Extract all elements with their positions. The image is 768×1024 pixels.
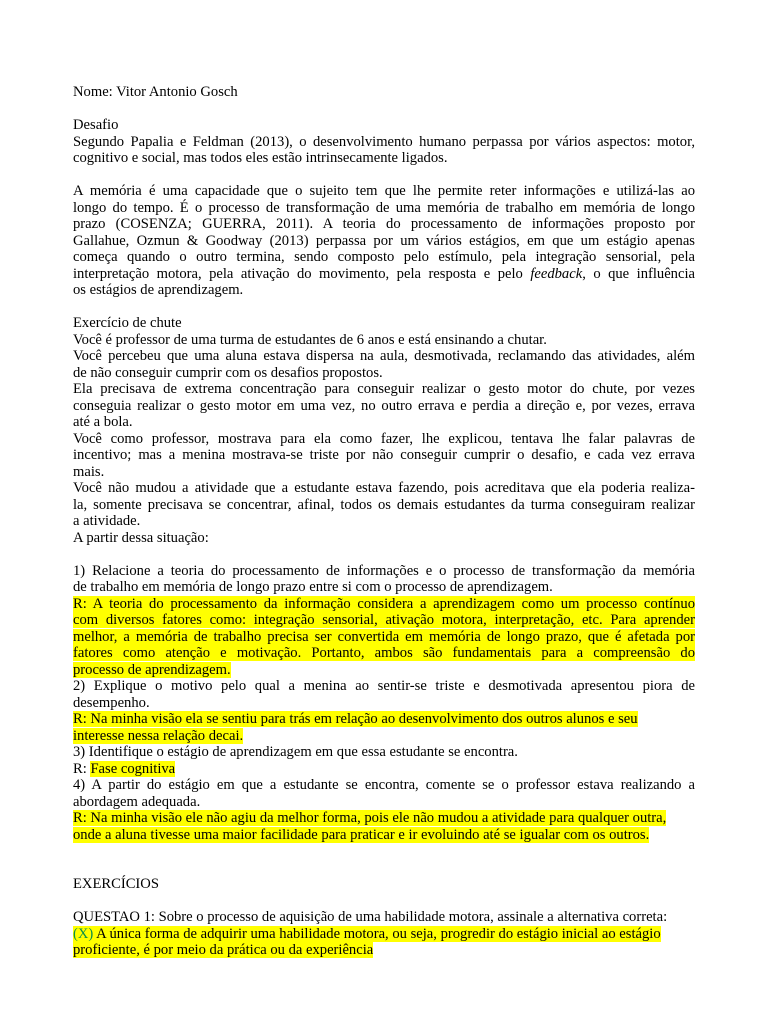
scenario-line: Você percebeu que uma aluna estava dispersa na aula, desmotivada, reclamando das atividades, além [73,348,695,364]
paragraph-line: os estágios de aprendizagem. [73,282,244,298]
answer-2-text: R: Na minha visão ela se sentiu para trás em relação ao desenvolvimento dos outros alunos e seu [73,711,638,727]
paragraph-line: longo do tempo. É o processo de transformação de uma memória de trabalho em memória de longo [73,199,695,216]
paragraph-line: começa quando o outro termina, sendo composto pelo estímulo, pela integração sensorial, pela [73,249,695,265]
exercise-answer [73,926,695,943]
author-name: Nome: Vitor Antonio Gosch [73,84,238,100]
scenario-line: Você como professor, mostrava para ela como fazer, lhe explicou, tentava lhe falar palavras de [73,430,695,447]
scenario-line: Ela precisava de extrema concentração para conseguir realizar o gesto motor do chute, por vezes [73,381,695,397]
section-title-exercicios: EXERCÍCIOS [73,876,159,892]
exercise-answer [73,942,695,959]
selected-mark: (X) [73,925,94,942]
answer-4 [73,827,695,844]
paragraph-line: A memória é uma capacidade que o sujeito tem que lhe permite reter informações e utilizá-las ao [73,183,695,199]
question-4: 4) A partir do estágio em que a estudante se encontra, comente se o professor estava realizando a [73,777,695,793]
scenario-line: a atividade. [73,513,141,529]
answer-1 [73,629,695,646]
answer-1-text: processo de aprendizagem. [73,661,231,678]
paragraph-line: Segundo Papalia e Feldman (2013), o desenvolvimento humano perpassa por vários aspectos: motor, [73,133,695,150]
italic-term: feedback [530,265,583,282]
answer-1-text: fatores como atenção e motivação. Portanto, ambos são fundamentais para a compreensão do [73,645,695,661]
answer-4-text: R: Na minha visão ele não agiu da melhor forma, pois ele não mudou a atividade para qualquer outra, [73,810,667,826]
scenario-line: incentivo; mas a menina mostrava-se triste por não conseguir cumprir o desafio, e cada vez errava [73,447,695,463]
paragraph-line: Gallahue, Ozmun & Goodway (2013) perpassa por um vários estágios, em que um estágio apenas [73,232,695,249]
question-1: de trabalho em memória de longo prazo entre si com o processo de aprendizagem. [73,579,553,595]
answer-3 [73,761,695,778]
paragraph-line: prazo (COSENZA; GUERRA, 2011). A teoria do processamento de informações proposto por [73,216,695,232]
exercise-answer-text: proficiente, é por meio da prática ou da experiência [73,942,374,958]
answer-1-text: melhor, a memória de trabalho precisa ser convertida em memória de longo prazo, que é afetada por [73,628,695,645]
section-title-chute: Exercício de chute [73,315,182,331]
scenario-line: até a bola. [73,414,133,430]
answer-1-text: R: A teoria do processamento da informação considera a aprendizagem como um processo contínuo [73,595,695,612]
question-2: 2) Explique o motivo pelo qual a menina ao sentir-se triste e desmotivada apresentou piora de [73,678,695,694]
answer-1-text: com diversos fatores como: integração sensorial, ativação motora, interpretação, etc. Para aprender [73,612,695,628]
answer-1 [73,596,695,613]
question-3: 3) Identifique o estágio de aprendizagem em que essa estudante se encontra. [73,744,518,760]
exercise-answer-text: A única forma de adquirir uma habilidade motora, ou seja, progredir do estágio inicial ao estágio [93,925,661,942]
section-title-desafio: Desafio [73,117,119,133]
document-body [73,84,695,959]
answer-3-text: Fase cognitiva [90,760,176,777]
scenario-line: de não conseguir cumprir com os desafios propostos. [73,364,383,381]
paragraph-line: cognitivo e social, mas todos eles estão intrinsecamente ligados. [73,150,448,166]
paragraph-text: interpretação motora, pela ativação do movimento, pela resposta e pelo [73,265,531,282]
question-4: abordagem adequada. [73,793,201,810]
answer-4 [73,810,695,827]
scenario-line: A partir dessa situação: [73,529,209,546]
scenario-line: Você é professor de uma turma de estudantes de 6 anos e está ensinando a chutar. [73,331,547,348]
answer-4-text: onde a aluna tivesse uma maior facilidade para praticar e ir evoluindo até se igualar com os outros. [73,826,650,843]
scenario-line: la, somente precisava se concentrar, afinal, todos os demais estudantes da turma conseguiram realizar [73,496,695,513]
scenario-line: conseguia realizar o gesto motor em uma vez, no outro errava e perdia a direção e, por vezes, errava [73,397,695,414]
answer-2 [73,728,695,745]
answer-1 [73,645,695,662]
answer-1 [73,662,695,679]
scenario-line: mais. [73,463,105,480]
paragraph-line [73,266,695,283]
answer-2-text: interesse nessa relação decai. [73,727,244,744]
scenario-line: Você não mudou a atividade que a estudante estava fazendo, pois acreditava que ela poderia realiza- [73,480,695,496]
answer-2 [73,711,695,728]
question-1: 1) Relacione a teoria do processamento de informações e o processo de transformação da memória [73,562,695,579]
answer-1 [73,612,695,629]
question-2: desempenho. [73,694,150,711]
answer-3-prefix: R: [73,760,91,777]
exercise-question-1: QUESTAO 1: Sobre o processo de aquisição de uma habilidade motora, assinale a alternativa correta: [73,909,668,925]
paragraph-text: , o que influência [582,265,695,282]
